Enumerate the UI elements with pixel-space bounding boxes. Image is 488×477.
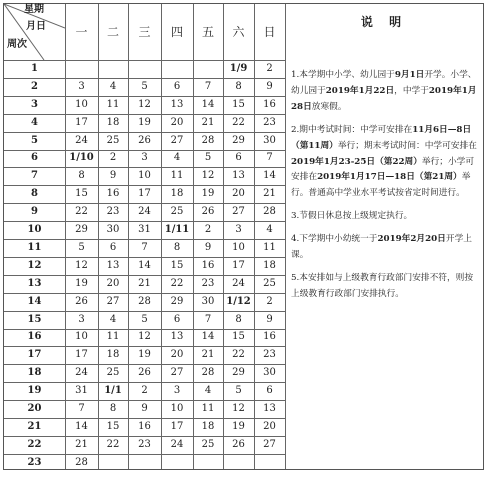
date-cell: 2 bbox=[141, 385, 148, 397]
date-cell: 4 bbox=[109, 313, 117, 325]
date-cell: 20 bbox=[232, 188, 245, 200]
date-cell: 8 bbox=[235, 80, 242, 92]
date-cell: 3 bbox=[141, 152, 148, 164]
date-cell: 17 bbox=[75, 349, 88, 361]
date-cell: 9 bbox=[141, 403, 148, 415]
week-number: 6 bbox=[31, 152, 38, 164]
note-paragraph bbox=[291, 271, 477, 303]
date-cell: 11 bbox=[263, 241, 276, 253]
date-cell: 1/1 bbox=[104, 385, 122, 397]
date-cell: 21 bbox=[263, 188, 276, 200]
week-number: 8 bbox=[31, 188, 38, 200]
date-cell: 3 bbox=[173, 385, 181, 397]
date-cell bbox=[223, 454, 254, 472]
date-cell: 29 bbox=[75, 224, 88, 236]
date-cell: 4 bbox=[173, 152, 181, 164]
date-cell: 26 bbox=[138, 134, 151, 146]
note-text: 4.下学期中小幼统一于 bbox=[291, 234, 378, 245]
date-cell: 6 bbox=[235, 152, 242, 164]
week-number: 21 bbox=[27, 420, 42, 432]
week-number: 2 bbox=[31, 80, 38, 92]
date-cell: 11 bbox=[170, 170, 184, 182]
week-number: 9 bbox=[31, 206, 38, 218]
date-cell: 24 bbox=[170, 438, 184, 450]
week-number: 3 bbox=[31, 98, 38, 110]
date-cell: 14 bbox=[201, 331, 215, 343]
date-cell: 11 bbox=[106, 331, 120, 343]
date-cell: 25 bbox=[106, 134, 120, 146]
week-number: 1 bbox=[31, 62, 38, 74]
date-cell: 8 bbox=[78, 170, 85, 182]
corner-label-date: 月日 bbox=[26, 21, 46, 32]
date-cell: 21 bbox=[138, 277, 151, 289]
note-text: 3.节假日休息按上级规定执行。 bbox=[291, 211, 413, 222]
notes-panel bbox=[291, 68, 477, 310]
date-cell: 1/10 bbox=[69, 152, 94, 164]
date-cell: 9 bbox=[266, 313, 273, 325]
date-cell bbox=[98, 454, 128, 472]
date-cell: 19 bbox=[75, 277, 88, 289]
date-cell bbox=[128, 60, 161, 78]
date-cell: 19 bbox=[138, 349, 151, 361]
date-cell: 13 bbox=[170, 331, 184, 343]
date-cell: 18 bbox=[170, 188, 184, 200]
week-number: 18 bbox=[27, 367, 42, 379]
date-cell: 13 bbox=[106, 259, 120, 271]
note-text: 11月6日—8日（第11周） bbox=[291, 124, 472, 151]
date-cell: 13 bbox=[263, 403, 276, 415]
date-cell: 30 bbox=[201, 295, 215, 307]
date-cell: 22 bbox=[106, 438, 120, 450]
date-cell: 18 bbox=[106, 349, 120, 361]
date-cell: 30 bbox=[106, 224, 120, 236]
week-number: 4 bbox=[31, 116, 38, 128]
date-cell: 22 bbox=[232, 116, 245, 128]
note-paragraph bbox=[291, 209, 477, 225]
date-cell: 23 bbox=[263, 349, 276, 361]
note-text: 2019年1月22日 bbox=[325, 85, 395, 96]
date-cell: 14 bbox=[75, 420, 88, 432]
week-number: 10 bbox=[27, 224, 42, 236]
date-cell: 10 bbox=[170, 403, 184, 415]
date-cell: 17 bbox=[232, 259, 245, 271]
weekday-header: 四 bbox=[170, 25, 183, 39]
date-cell: 5 bbox=[235, 385, 242, 397]
date-cell: 24 bbox=[75, 134, 88, 146]
week-number: 5 bbox=[31, 134, 38, 146]
date-cell: 5 bbox=[204, 152, 212, 164]
week-number: 16 bbox=[27, 331, 42, 343]
date-cell: 10 bbox=[75, 331, 88, 343]
date-cell: 2 bbox=[266, 295, 273, 307]
date-cell: 15 bbox=[106, 420, 120, 432]
date-cell: 16 bbox=[263, 331, 276, 343]
note-text: 举行；小学可安排在 bbox=[291, 156, 475, 183]
note-text: 2019年1月23-25日（第22周） bbox=[291, 156, 422, 167]
date-cell: 21 bbox=[201, 349, 215, 361]
note-text: 2.期中考试时间：中学可安排在 bbox=[291, 124, 413, 135]
date-cell: 20 bbox=[170, 349, 184, 361]
date-cell: 21 bbox=[75, 438, 88, 450]
weekday-header: 日 bbox=[263, 25, 276, 39]
week-number: 17 bbox=[27, 349, 42, 361]
date-cell: 28 bbox=[263, 206, 276, 218]
date-cell: 26 bbox=[201, 206, 215, 218]
date-cell: 5 bbox=[78, 241, 85, 253]
date-cell: 27 bbox=[232, 206, 245, 218]
weekday-header: 六 bbox=[232, 25, 245, 39]
date-cell: 12 bbox=[138, 98, 151, 110]
date-cell: 7 bbox=[204, 313, 212, 325]
corner-label-weekday: 星期 bbox=[24, 4, 44, 15]
date-cell: 30 bbox=[263, 367, 276, 379]
date-cell: 6 bbox=[266, 385, 273, 397]
note-text: 2019年1月28日 bbox=[291, 85, 477, 112]
date-cell: 4 bbox=[266, 224, 273, 236]
note-paragraph bbox=[291, 123, 477, 203]
week-number: 13 bbox=[27, 277, 42, 289]
date-cell: 2 bbox=[204, 224, 212, 236]
date-cell: 5 bbox=[141, 313, 148, 325]
week-number: 19 bbox=[27, 385, 42, 397]
date-cell: 7 bbox=[78, 403, 85, 415]
date-cell: 27 bbox=[170, 134, 184, 146]
date-cell: 3 bbox=[78, 80, 85, 92]
date-cell: 12 bbox=[75, 259, 88, 271]
date-cell bbox=[128, 454, 161, 472]
date-cell: 25 bbox=[263, 277, 276, 289]
date-cell: 15 bbox=[232, 331, 245, 343]
date-cell: 27 bbox=[106, 295, 120, 307]
grid-vline bbox=[285, 4, 286, 469]
date-cell: 17 bbox=[170, 420, 184, 432]
date-cell: 18 bbox=[263, 259, 276, 271]
note-paragraph bbox=[291, 68, 477, 116]
date-cell: 18 bbox=[201, 420, 215, 432]
date-cell: 29 bbox=[232, 367, 245, 379]
corner-label-week: 周次 bbox=[7, 39, 27, 50]
date-cell: 6 bbox=[173, 80, 181, 92]
date-cell: 2 bbox=[266, 62, 273, 74]
week-number: 15 bbox=[27, 313, 42, 325]
weekday-header: 三 bbox=[138, 25, 151, 39]
date-cell: 19 bbox=[232, 420, 245, 432]
date-cell: 23 bbox=[138, 438, 151, 450]
weekday-header: 二 bbox=[106, 25, 119, 39]
date-cell: 28 bbox=[201, 367, 215, 379]
date-cell: 10 bbox=[75, 98, 88, 110]
note-text: 开学。小学、幼儿园于 bbox=[291, 70, 477, 96]
date-cell: 30 bbox=[263, 134, 276, 146]
note-text: 开学上课。 bbox=[291, 234, 472, 261]
date-cell: 23 bbox=[263, 116, 276, 128]
date-cell: 6 bbox=[173, 313, 181, 325]
note-text: 5.本安排如与上级教育行政部门安排不符，则按上级教育行政部门安排执行。 bbox=[291, 272, 474, 299]
date-cell: 12 bbox=[232, 403, 245, 415]
date-cell: 24 bbox=[138, 206, 151, 218]
week-number: 12 bbox=[27, 259, 42, 271]
date-cell: 31 bbox=[75, 385, 88, 397]
date-cell: 26 bbox=[232, 438, 245, 450]
date-cell: 1/12 bbox=[226, 295, 251, 307]
date-cell: 3 bbox=[235, 224, 242, 236]
date-cell: 16 bbox=[106, 188, 120, 200]
note-paragraph bbox=[291, 232, 477, 264]
week-number: 11 bbox=[27, 241, 42, 253]
date-cell: 9 bbox=[266, 80, 273, 92]
note-text: 举行。普通高中学业水平考试按省定时间进行。 bbox=[291, 172, 471, 199]
date-cell: 31 bbox=[138, 224, 151, 236]
date-cell: 25 bbox=[201, 438, 215, 450]
date-cell: 14 bbox=[138, 259, 151, 271]
date-cell: 12 bbox=[201, 170, 215, 182]
date-cell: 24 bbox=[232, 277, 245, 289]
date-cell: 13 bbox=[170, 98, 184, 110]
date-cell: 22 bbox=[170, 277, 184, 289]
date-cell: 26 bbox=[138, 367, 151, 379]
date-cell: 6 bbox=[109, 241, 117, 253]
date-cell: 11 bbox=[201, 403, 215, 415]
note-text: 放寒假。 bbox=[311, 101, 347, 112]
date-cell bbox=[254, 454, 285, 472]
week-number: 7 bbox=[31, 170, 38, 182]
date-cell: 7 bbox=[141, 241, 148, 253]
date-cell: 26 bbox=[75, 295, 88, 307]
date-cell: 15 bbox=[75, 188, 88, 200]
date-cell: 28 bbox=[75, 456, 88, 468]
note-text: 举行；期末考试时间：中学可安排在 bbox=[337, 140, 477, 151]
note-text: ，中学于 bbox=[394, 85, 429, 96]
date-cell: 22 bbox=[75, 206, 88, 218]
date-cell: 14 bbox=[201, 98, 215, 110]
date-cell: 3 bbox=[78, 313, 85, 325]
date-cell: 23 bbox=[201, 277, 215, 289]
date-cell: 17 bbox=[75, 116, 88, 128]
date-cell: 28 bbox=[138, 295, 151, 307]
date-cell bbox=[161, 60, 193, 78]
weekday-header: 五 bbox=[201, 25, 214, 39]
date-cell: 8 bbox=[173, 241, 181, 253]
date-cell: 15 bbox=[170, 259, 184, 271]
date-cell: 16 bbox=[138, 420, 151, 432]
date-cell: 9 bbox=[109, 170, 117, 182]
date-cell: 28 bbox=[201, 134, 215, 146]
weekday-header: 一 bbox=[75, 25, 88, 39]
date-cell: 11 bbox=[106, 98, 120, 110]
date-cell: 7 bbox=[266, 152, 273, 164]
date-cell: 20 bbox=[263, 420, 276, 432]
date-cell: 17 bbox=[138, 188, 151, 200]
date-cell: 23 bbox=[106, 206, 120, 218]
date-cell: 8 bbox=[235, 313, 242, 325]
date-cell bbox=[65, 60, 98, 78]
date-cell: 4 bbox=[109, 80, 117, 92]
date-cell: 27 bbox=[170, 367, 184, 379]
date-cell: 29 bbox=[232, 134, 245, 146]
date-cell: 4 bbox=[204, 385, 212, 397]
date-cell: 12 bbox=[138, 331, 151, 343]
date-cell: 7 bbox=[204, 80, 212, 92]
week-number: 23 bbox=[27, 456, 42, 468]
date-cell: 16 bbox=[201, 259, 215, 271]
date-cell: 9 bbox=[204, 241, 212, 253]
date-cell: 19 bbox=[201, 188, 215, 200]
date-cell: 19 bbox=[138, 116, 151, 128]
note-text: 2019年1月17日—18日（第21周） bbox=[317, 172, 462, 183]
school-calendar-table bbox=[3, 3, 484, 470]
week-number: 14 bbox=[27, 295, 42, 307]
date-cell: 24 bbox=[75, 367, 88, 379]
date-cell: 25 bbox=[106, 367, 120, 379]
date-cell: 10 bbox=[232, 241, 245, 253]
note-text: 2019年2月20日 bbox=[377, 234, 446, 245]
date-cell: 8 bbox=[109, 403, 117, 415]
date-cell: 1/11 bbox=[164, 224, 190, 236]
note-text: 9月1日 bbox=[394, 70, 425, 80]
week-number: 22 bbox=[27, 438, 42, 450]
date-cell: 14 bbox=[263, 170, 276, 182]
date-cell: 13 bbox=[232, 170, 245, 182]
date-cell: 29 bbox=[170, 295, 184, 307]
date-cell bbox=[98, 60, 128, 78]
notes-title: 说 明 bbox=[360, 15, 408, 29]
date-cell bbox=[161, 454, 193, 472]
date-cell: 21 bbox=[201, 116, 215, 128]
date-cell: 27 bbox=[263, 438, 276, 450]
week-number: 20 bbox=[27, 403, 42, 415]
note-text: 1.本学期中小学、幼儿园于 bbox=[291, 70, 395, 80]
date-cell bbox=[193, 454, 223, 472]
date-cell: 25 bbox=[170, 206, 184, 218]
date-cell: 16 bbox=[263, 98, 276, 110]
date-cell: 18 bbox=[106, 116, 120, 128]
date-cell: 22 bbox=[232, 349, 245, 361]
date-cell: 15 bbox=[232, 98, 245, 110]
date-cell: 10 bbox=[138, 170, 151, 182]
date-cell bbox=[193, 60, 223, 78]
date-cell: 1/9 bbox=[229, 62, 248, 74]
date-cell: 5 bbox=[141, 80, 148, 92]
date-cell: 20 bbox=[106, 277, 120, 289]
date-cell: 20 bbox=[170, 116, 184, 128]
date-cell: 2 bbox=[109, 152, 117, 164]
